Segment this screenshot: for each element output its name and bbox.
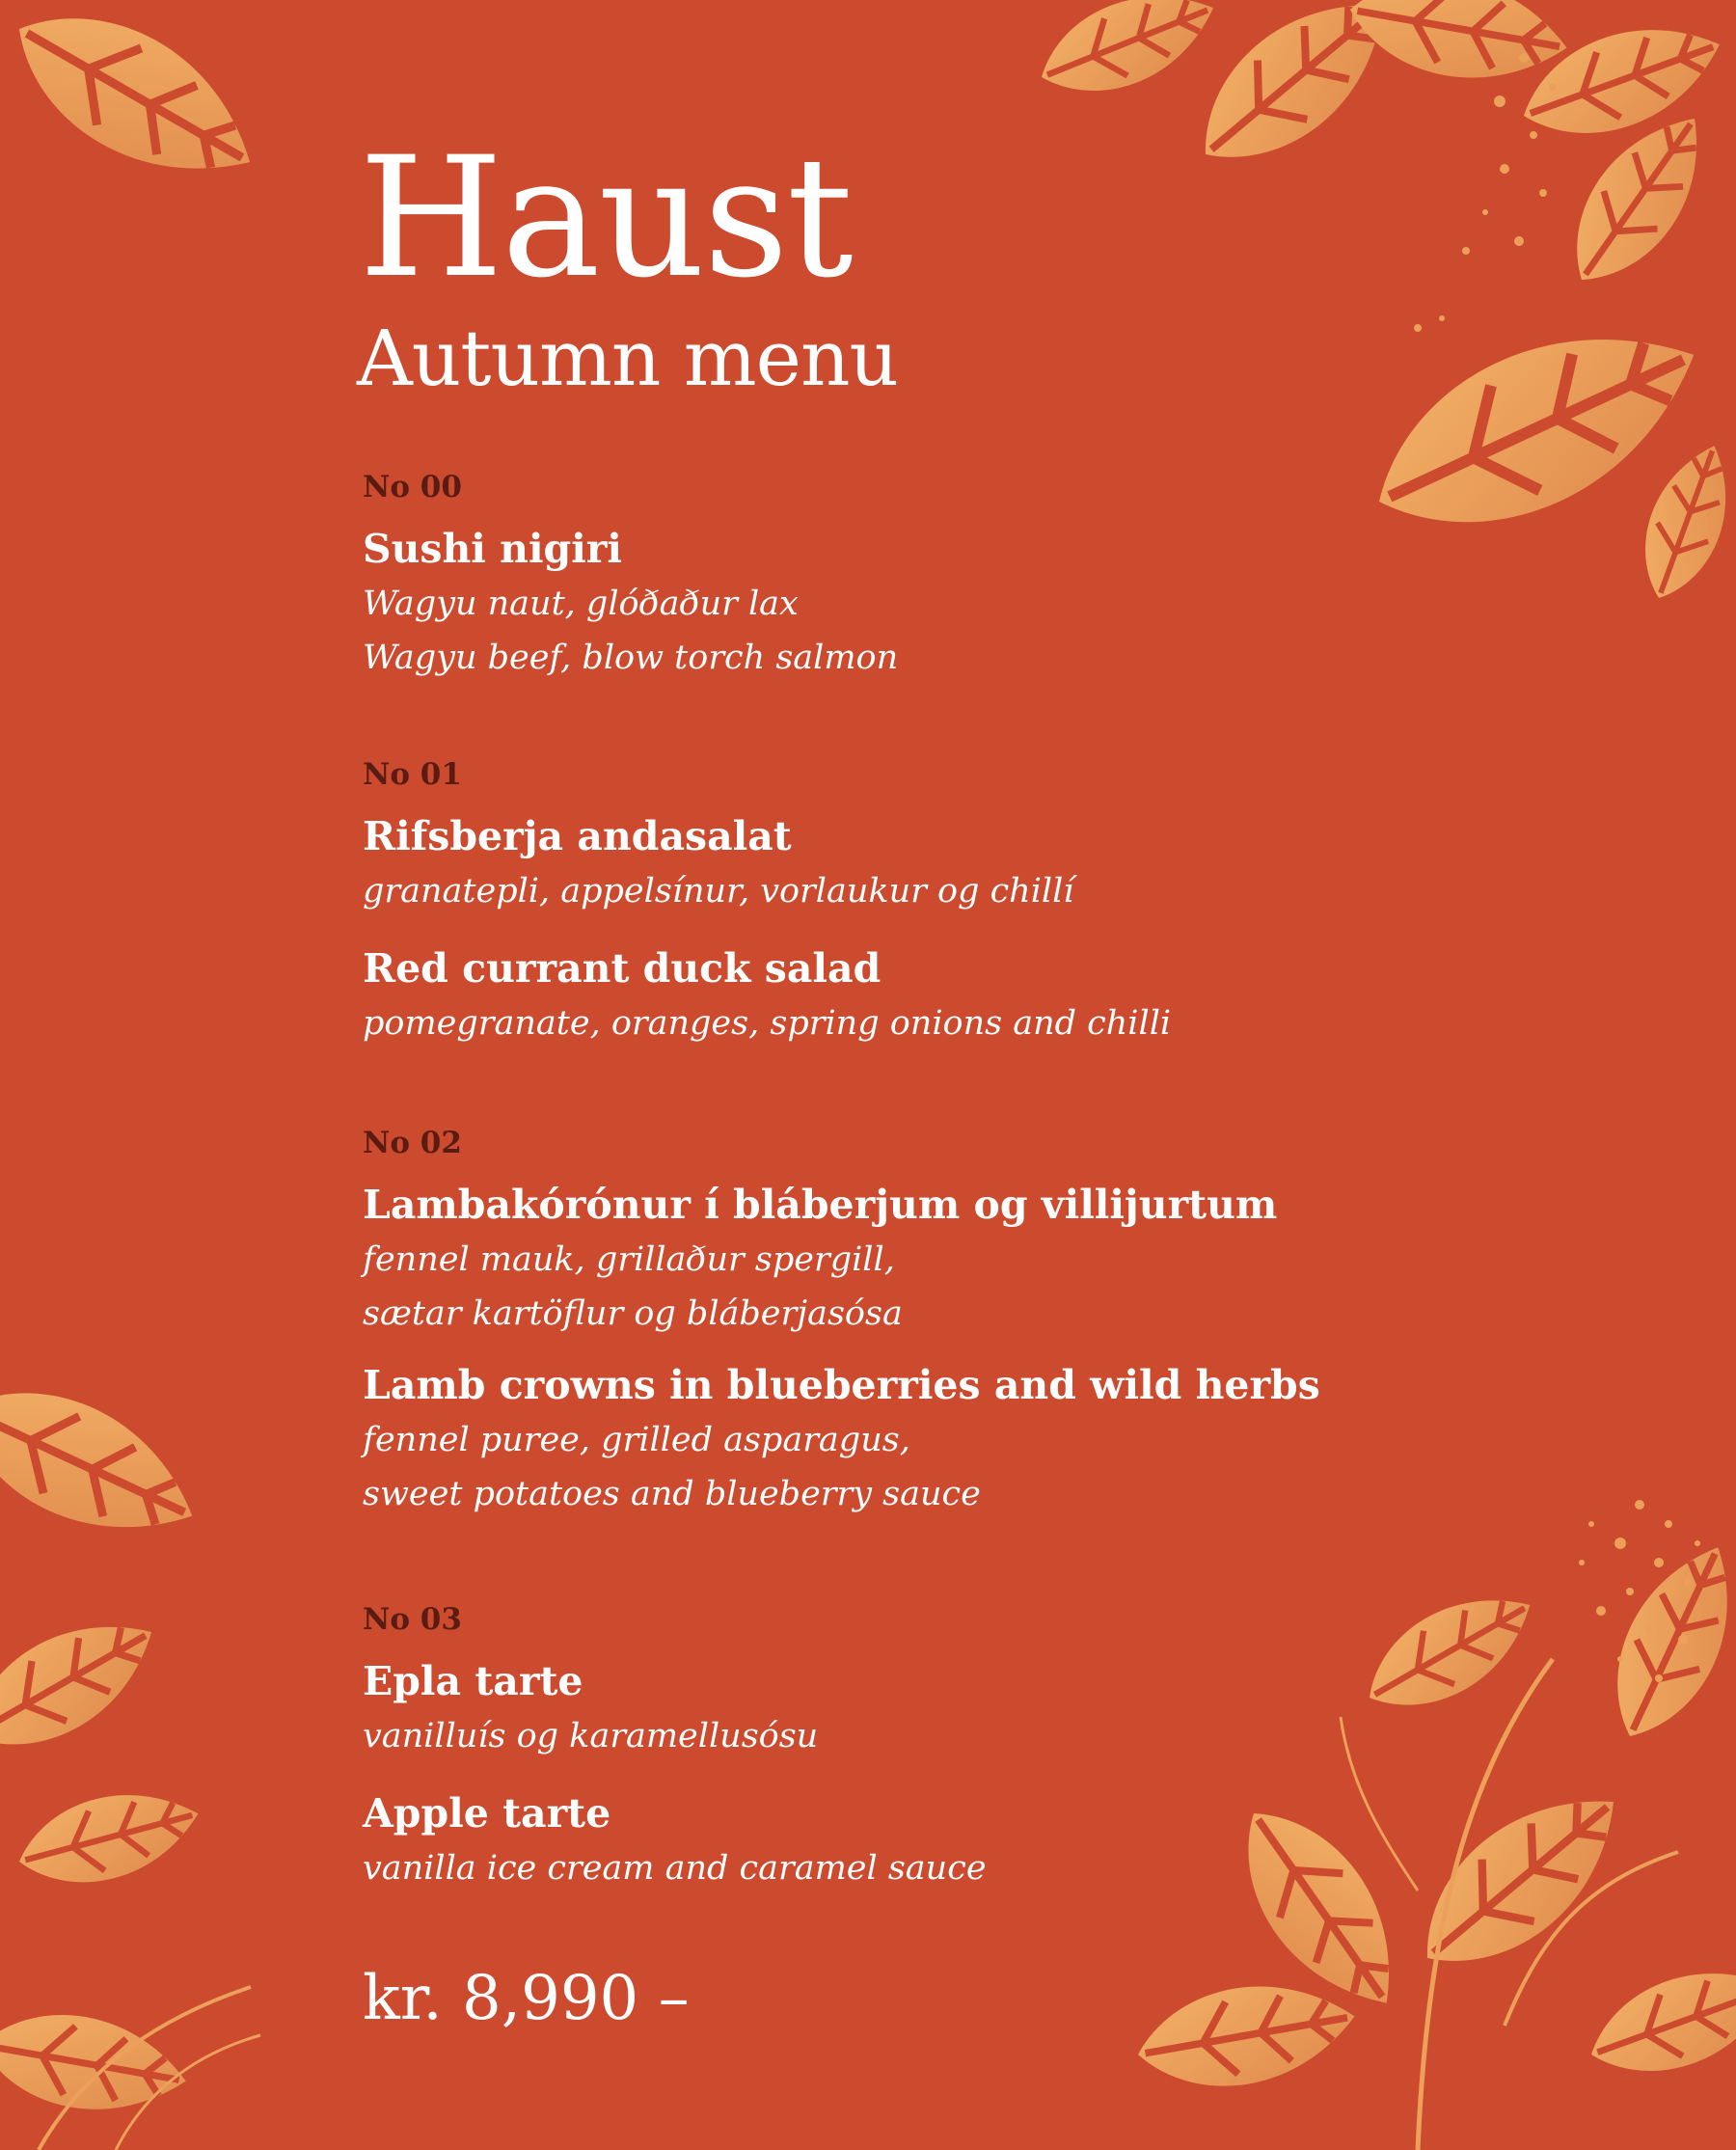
- course-number: No 00: [363, 470, 462, 504]
- dish-description: fennel puree, grilled asparagus,: [363, 1421, 910, 1459]
- menu-content: [357, 121, 1424, 2034]
- dish-name: Red currant duck salad: [363, 945, 882, 992]
- dish-description: sætar kartöflur og bláberjasósa: [363, 1294, 903, 1333]
- autumn-leaf-icon: [1212, 1784, 1428, 2032]
- course-03: [363, 1602, 987, 1895]
- autumn-leaf-icon: [1588, 1528, 1736, 1755]
- autumn-leaf-icon: [1394, 1761, 1648, 2000]
- dish-name: Sushi nigiri: [363, 526, 622, 572]
- dish-description: Wagyu beef, blow torch salmon: [363, 639, 899, 677]
- autumn-leaf-icon: [1577, 1946, 1736, 2095]
- menu-title: Haust: [359, 121, 852, 314]
- course-01: [363, 757, 1172, 1050]
- course-number: No 01: [363, 757, 462, 792]
- autumn-leaf-icon: [1508, 2, 1735, 159]
- dish-description: pomegranate, oranges, spring onions and chilli: [363, 1004, 1172, 1043]
- course-number: No 03: [363, 1602, 462, 1637]
- menu-subtitle: Autumn menu: [357, 313, 899, 403]
- dish-description: sweet potatoes and blueberry sauce: [363, 1475, 981, 1513]
- course-number: No 02: [363, 1126, 462, 1160]
- dish-name: Epla tarte: [363, 1658, 583, 1704]
- dish-name: Apple tarte: [363, 1790, 611, 1837]
- autumn-leaf-icon: [1026, 0, 1229, 115]
- dish-name: Lamb crowns in blueberries and wild herbs: [363, 1362, 1320, 1408]
- autumn-leaf-icon: [0, 2000, 194, 2126]
- dish-description: granatepli, appelsínur, vorlaukur og chillí: [363, 872, 1074, 911]
- dish-description: vanilla ice cream and caramel sauce: [363, 1849, 987, 1888]
- dish-name: Rifsberja andasalat: [363, 813, 792, 859]
- autumn-leaf-icon: [1129, 1969, 1363, 2102]
- autumn-leaf-icon: [0, 0, 279, 212]
- dish-description: vanilluís og karamellusósu: [363, 1717, 819, 1755]
- autumn-leaf-icon: [9, 1775, 208, 1901]
- dish-description: fennel mauk, grillaður spergill,: [363, 1240, 895, 1279]
- autumn-leaf-icon: [1349, 1570, 1550, 1733]
- dish-description: Wagyu naut, glóðaður lax: [363, 585, 799, 623]
- course-00: [363, 470, 899, 685]
- menu-price: kr. 8,990 –: [363, 1963, 690, 2034]
- autumn-leaf-icon: [1342, 0, 1575, 95]
- autumn-leaf-icon: [1546, 94, 1729, 304]
- dish-name: Lambakórónur í bláberjum og villijurtum: [363, 1182, 1278, 1228]
- autumn-leaf-icon: [0, 1592, 175, 1776]
- autumn-leaf-icon: [0, 1358, 216, 1566]
- course-02: [363, 1126, 1320, 1521]
- autumn-leaf-icon: [1625, 434, 1736, 611]
